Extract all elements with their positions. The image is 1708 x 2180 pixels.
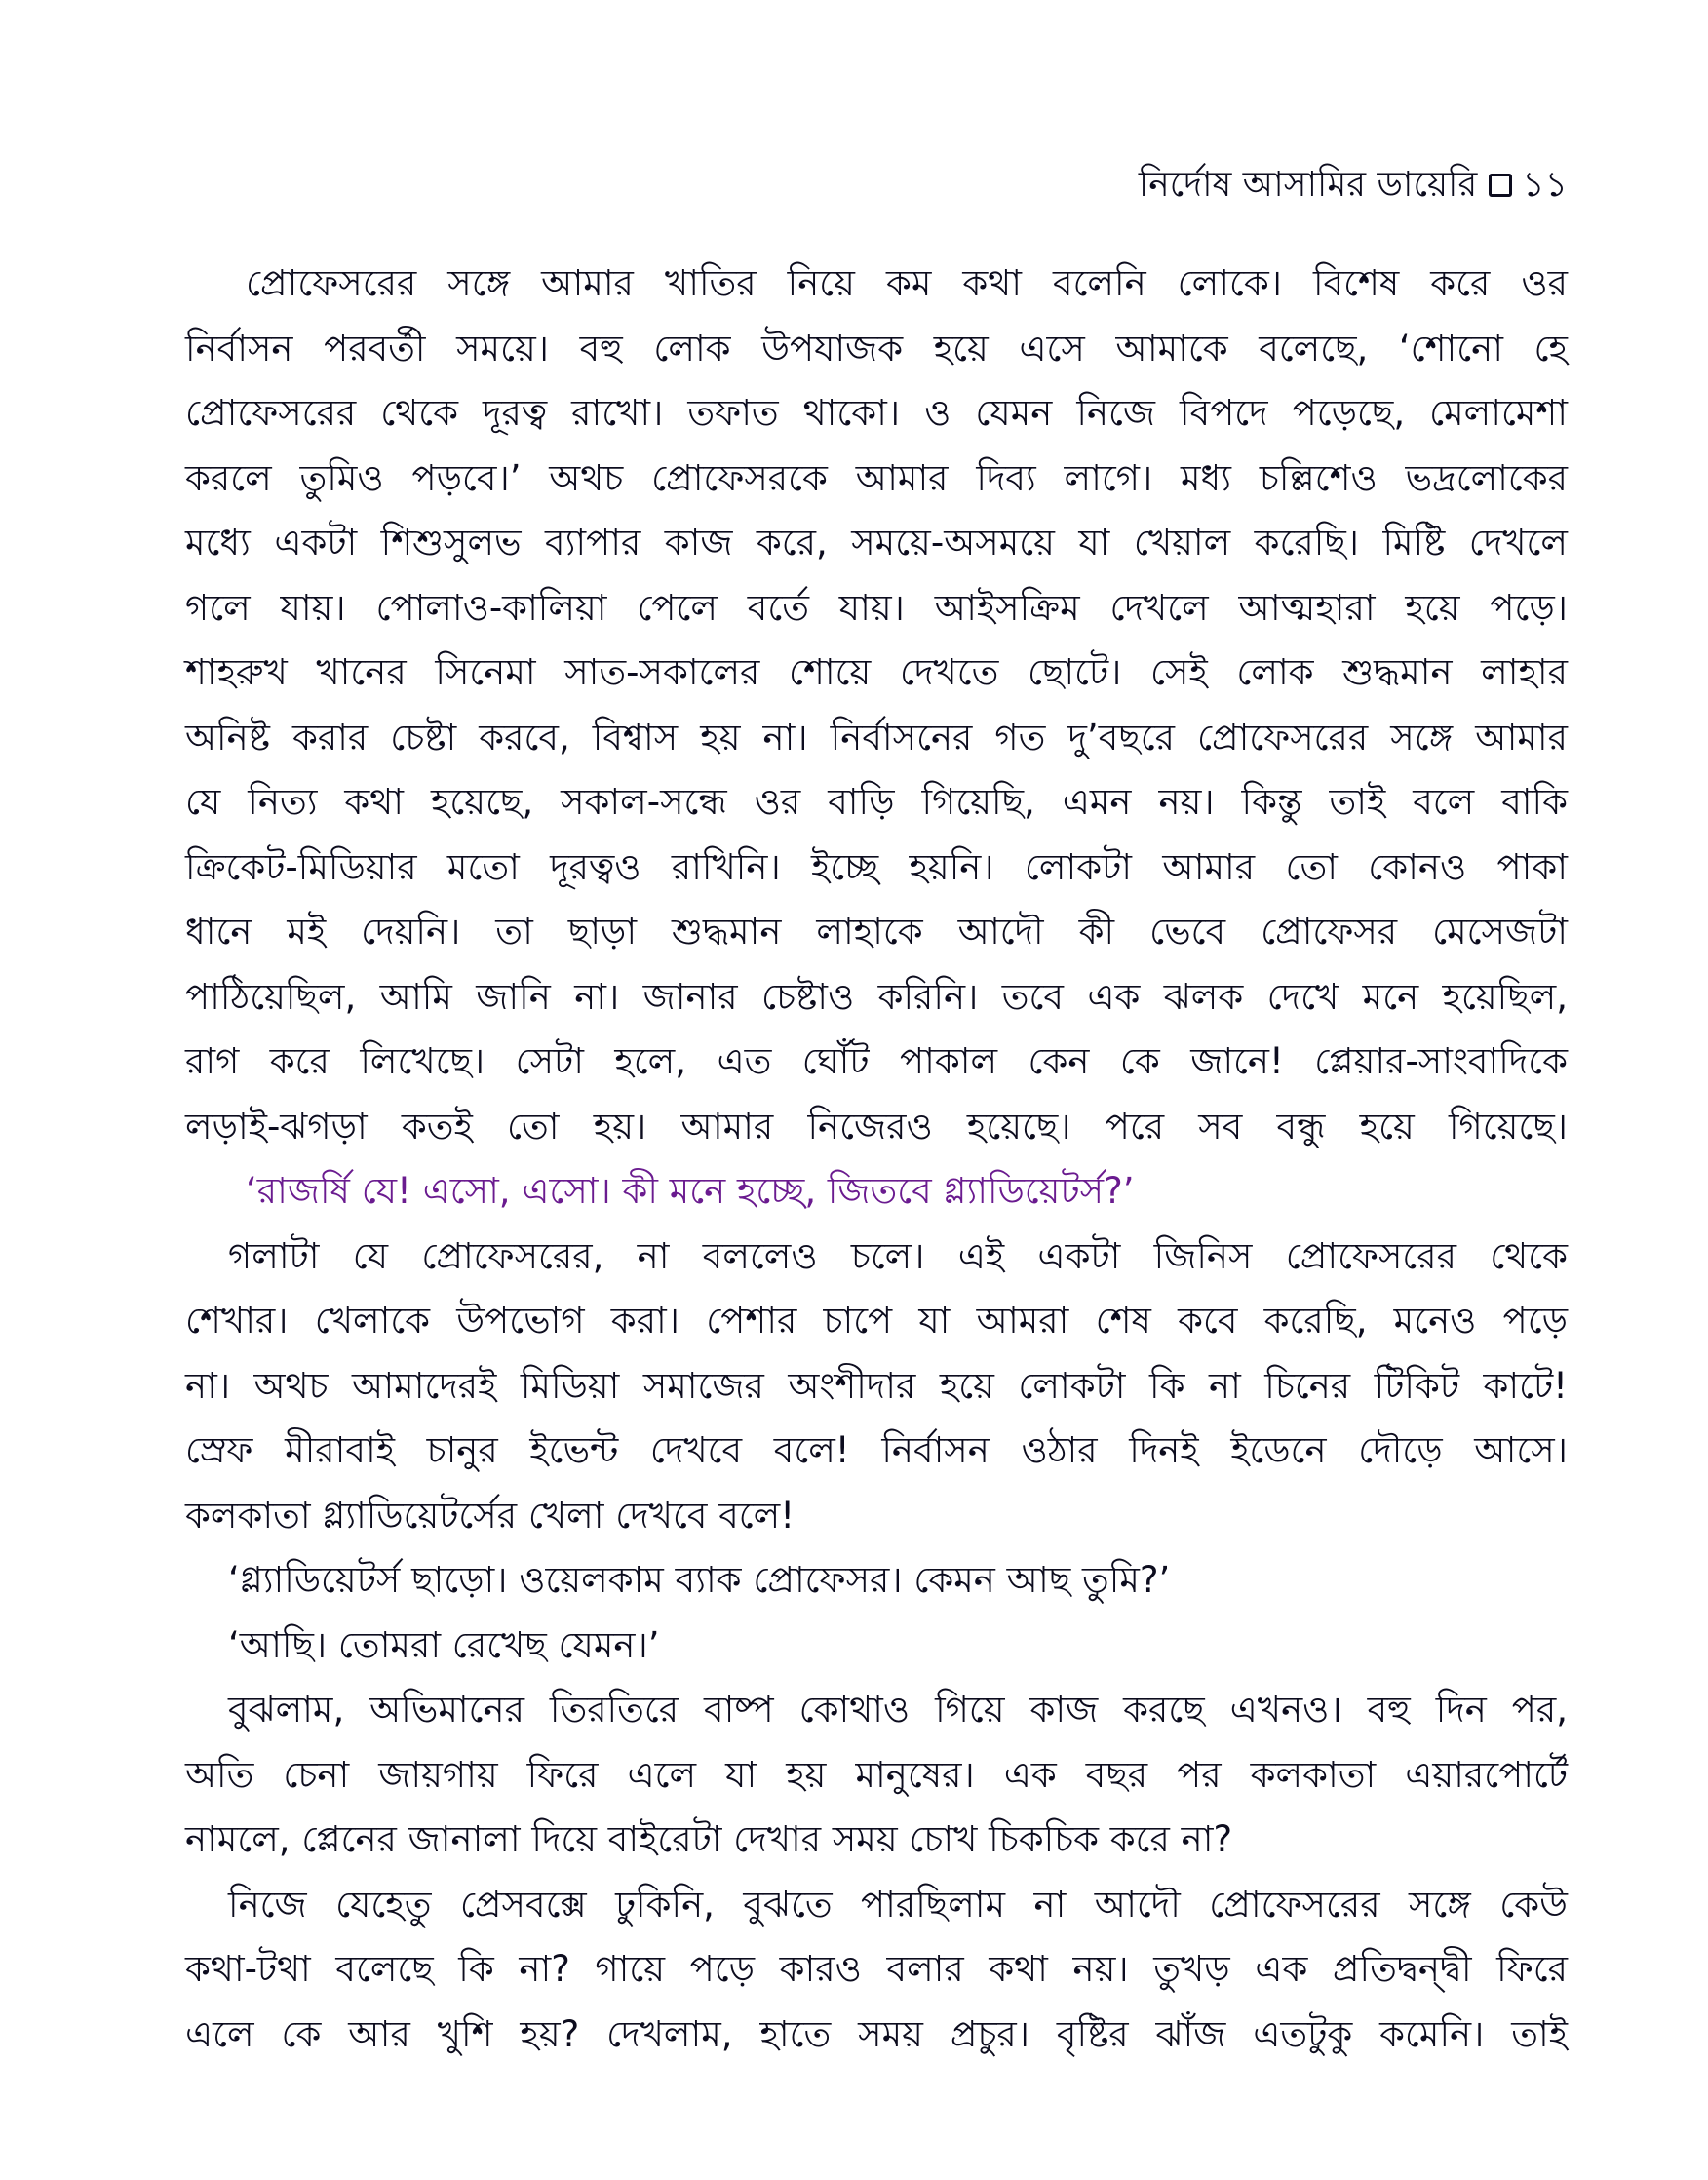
text-line: অনিষ্ট করার চেষ্টা করবে, বিশ্বাস হয় না। নির্বাসনের গত দু’বছরে প্রোফেসরের সঙ্গে আমার xyxy=(185,716,1568,759)
text-line: শেখার। খেলাকে উপভোগ করা। পেশার চাপে যা আমরা শেষ কবে করেছি, মনেও পড়ে xyxy=(185,1300,1568,1342)
text-line: বুঝলাম, অভিমানের তিরতিরে বাষ্প কোথাও গিয়ে কাজ করছে এখনও। বহু দিন পর, xyxy=(228,1689,1568,1731)
text-line: মধ্যে একটা শিশুসুলভ ব্যাপার কাজ করে, সময়ে-অসময়ে যা খেয়াল করেছি। মিষ্টি দেখলে xyxy=(185,522,1568,564)
body-text xyxy=(185,252,1568,2067)
text-line: গলে যায়। পোলাও-কালিয়া পেলে বর্তে যায়। আইসক্রিম দেখলে আত্মহারা হয়ে পড়ে। xyxy=(185,586,1568,629)
running-header-title: নির্দোষ আসামির ডায়েরি xyxy=(1138,165,1478,205)
text-line: এলে কে আর খুশি হয়? দেখলাম, হাতে সময় প্রচুর। বৃষ্টির ঝাঁজ এতটুকু কমেনি। তাই xyxy=(185,2012,1568,2055)
text-line: নিজে যেহেতু প্রেসবক্সে ঢুকিনি, বুঝতে পারছিলাম না আদৌ প্রোফেসরের সঙ্গে কেউ xyxy=(228,1883,1568,1926)
text-line: রাগ করে লিখেছে। সেটা হলে, এত ঘোঁট পাকাল কেন কে জানে! প্লেয়ার-সাংবাদিকে xyxy=(185,1040,1568,1082)
text-line: নির্বাসন পরবর্তী সময়ে। বহু লোক উপযাজক হয়ে এসে আমাকে বলেছে, ‘শোনো হে xyxy=(185,327,1568,370)
text-line: ক্রিকেট-মিডিয়ার মতো দূরত্বও রাখিনি। ইচ্ছে হয়নি। লোকটা আমার তো কোনও পাকা xyxy=(185,845,1568,888)
paragraph-4-dialogue xyxy=(185,1548,1568,1614)
text-line: শাহরুখ খানের সিনেমা সাত-সকালের শোয়ে দেখতে ছোটে। সেই লোক শুদ্ধমান লাহার xyxy=(185,651,1568,693)
text-line: প্রোফেসরের থেকে দূরত্ব রাখো। তফাত থাকো। ও যেমন নিজে বিপদে পড়েছে, মেলামেশা xyxy=(185,392,1568,434)
dialogue-line: ‘রাজর্ষি যে! এসো, এসো। কী মনে হচ্ছে, জিতবে গ্ল্যাডিয়েটর্স?’ xyxy=(246,1170,1135,1212)
text-line: ধানে মই দেয়নি। তা ছাড়া শুদ্ধমান লাহাকে আদৌ কী ভেবে প্রোফেসর মেসেজটা xyxy=(185,911,1568,953)
text-line: স্রেফ মীরাবাই চানুর ইভেন্ট দেখবে বলে! নির্বাসন ওঠার দিনই ইডেনে দৌড়ে আসে। xyxy=(185,1429,1568,1471)
text-line: না। অথচ আমাদেরই মিডিয়া সমাজের অংশীদার হয়ে লোকটা কি না চিনের টিকিট কাটে! xyxy=(185,1364,1568,1407)
dialogue-line: ‘আছি। তোমরা রেখেছ যেমন।’ xyxy=(228,1623,660,1666)
paragraph-3 xyxy=(185,1225,1568,1549)
text-line: কথা-টথা বলেছে কি না? গায়ে পড়ে কারও বলার কথা নয়। তুখড় এক প্রতিদ্বন্দ্বী ফিরে xyxy=(185,1948,1568,1990)
square-ornament-icon xyxy=(1489,174,1512,197)
running-header xyxy=(1139,162,1568,209)
text-line: নামলে, প্লেনের জানালা দিয়ে বাইরেটা দেখার সময় চোখ চিকচিক করে না? xyxy=(185,1818,1233,1860)
paragraph-5-dialogue xyxy=(185,1614,1568,1679)
dialogue-line: ‘গ্ল্যাডিয়েটর্স ছাড়ো। ওয়েলকাম ব্যাক প্রোফেসর। কেমন আছ তুমি?’ xyxy=(228,1559,1171,1601)
paragraph-6 xyxy=(185,1678,1568,1873)
text-line: কলকাতা গ্ল্যাডিয়েটর্সের খেলা দেখবে বলে! xyxy=(185,1494,796,1537)
text-line: গলাটা যে প্রোফেসরের, না বললেও চলে। এই একটা জিনিস প্রোফেসরের থেকে xyxy=(228,1234,1568,1277)
paragraph-2-dialogue xyxy=(185,1159,1568,1225)
text-line: যে নিত্য কথা হয়েছে, সকাল-সন্ধে ওর বাড়ি গিয়েছি, এমন নয়। কিন্তু তাই বলে বাকি xyxy=(185,781,1568,823)
text-line: করলে তুমিও পড়বে।’ অথচ প্রোফেসরকে আমার দিব্য লাগে। মধ্য চল্লিশেও ভদ্রলোকের xyxy=(185,456,1568,499)
text-line: লড়াই-ঝগড়া কতই তো হয়। আমার নিজেরও হয়েছে। পরে সব বন্ধু হয়ে গিয়েছে। xyxy=(185,1105,1568,1148)
text-line: অতি চেনা জায়গায় ফিরে এলে যা হয় মানুষের। এক বছর পর কলকাতা এয়ারপোর্টে xyxy=(185,1753,1568,1796)
text-line: পাঠিয়েছিল, আমি জানি না। জানার চেষ্টাও করিনি। তবে এক ঝলক দেখে মনে হয়েছিল, xyxy=(185,975,1568,1018)
paragraph-7 xyxy=(185,1873,1568,2068)
page-number: ১১ xyxy=(1522,165,1568,205)
paragraph-1 xyxy=(185,252,1568,1159)
text-line: প্রোফেসরের সঙ্গে আমার খাতির নিয়ে কম কথা বলেনি লোকে। বিশেষ করে ওর xyxy=(246,262,1568,304)
